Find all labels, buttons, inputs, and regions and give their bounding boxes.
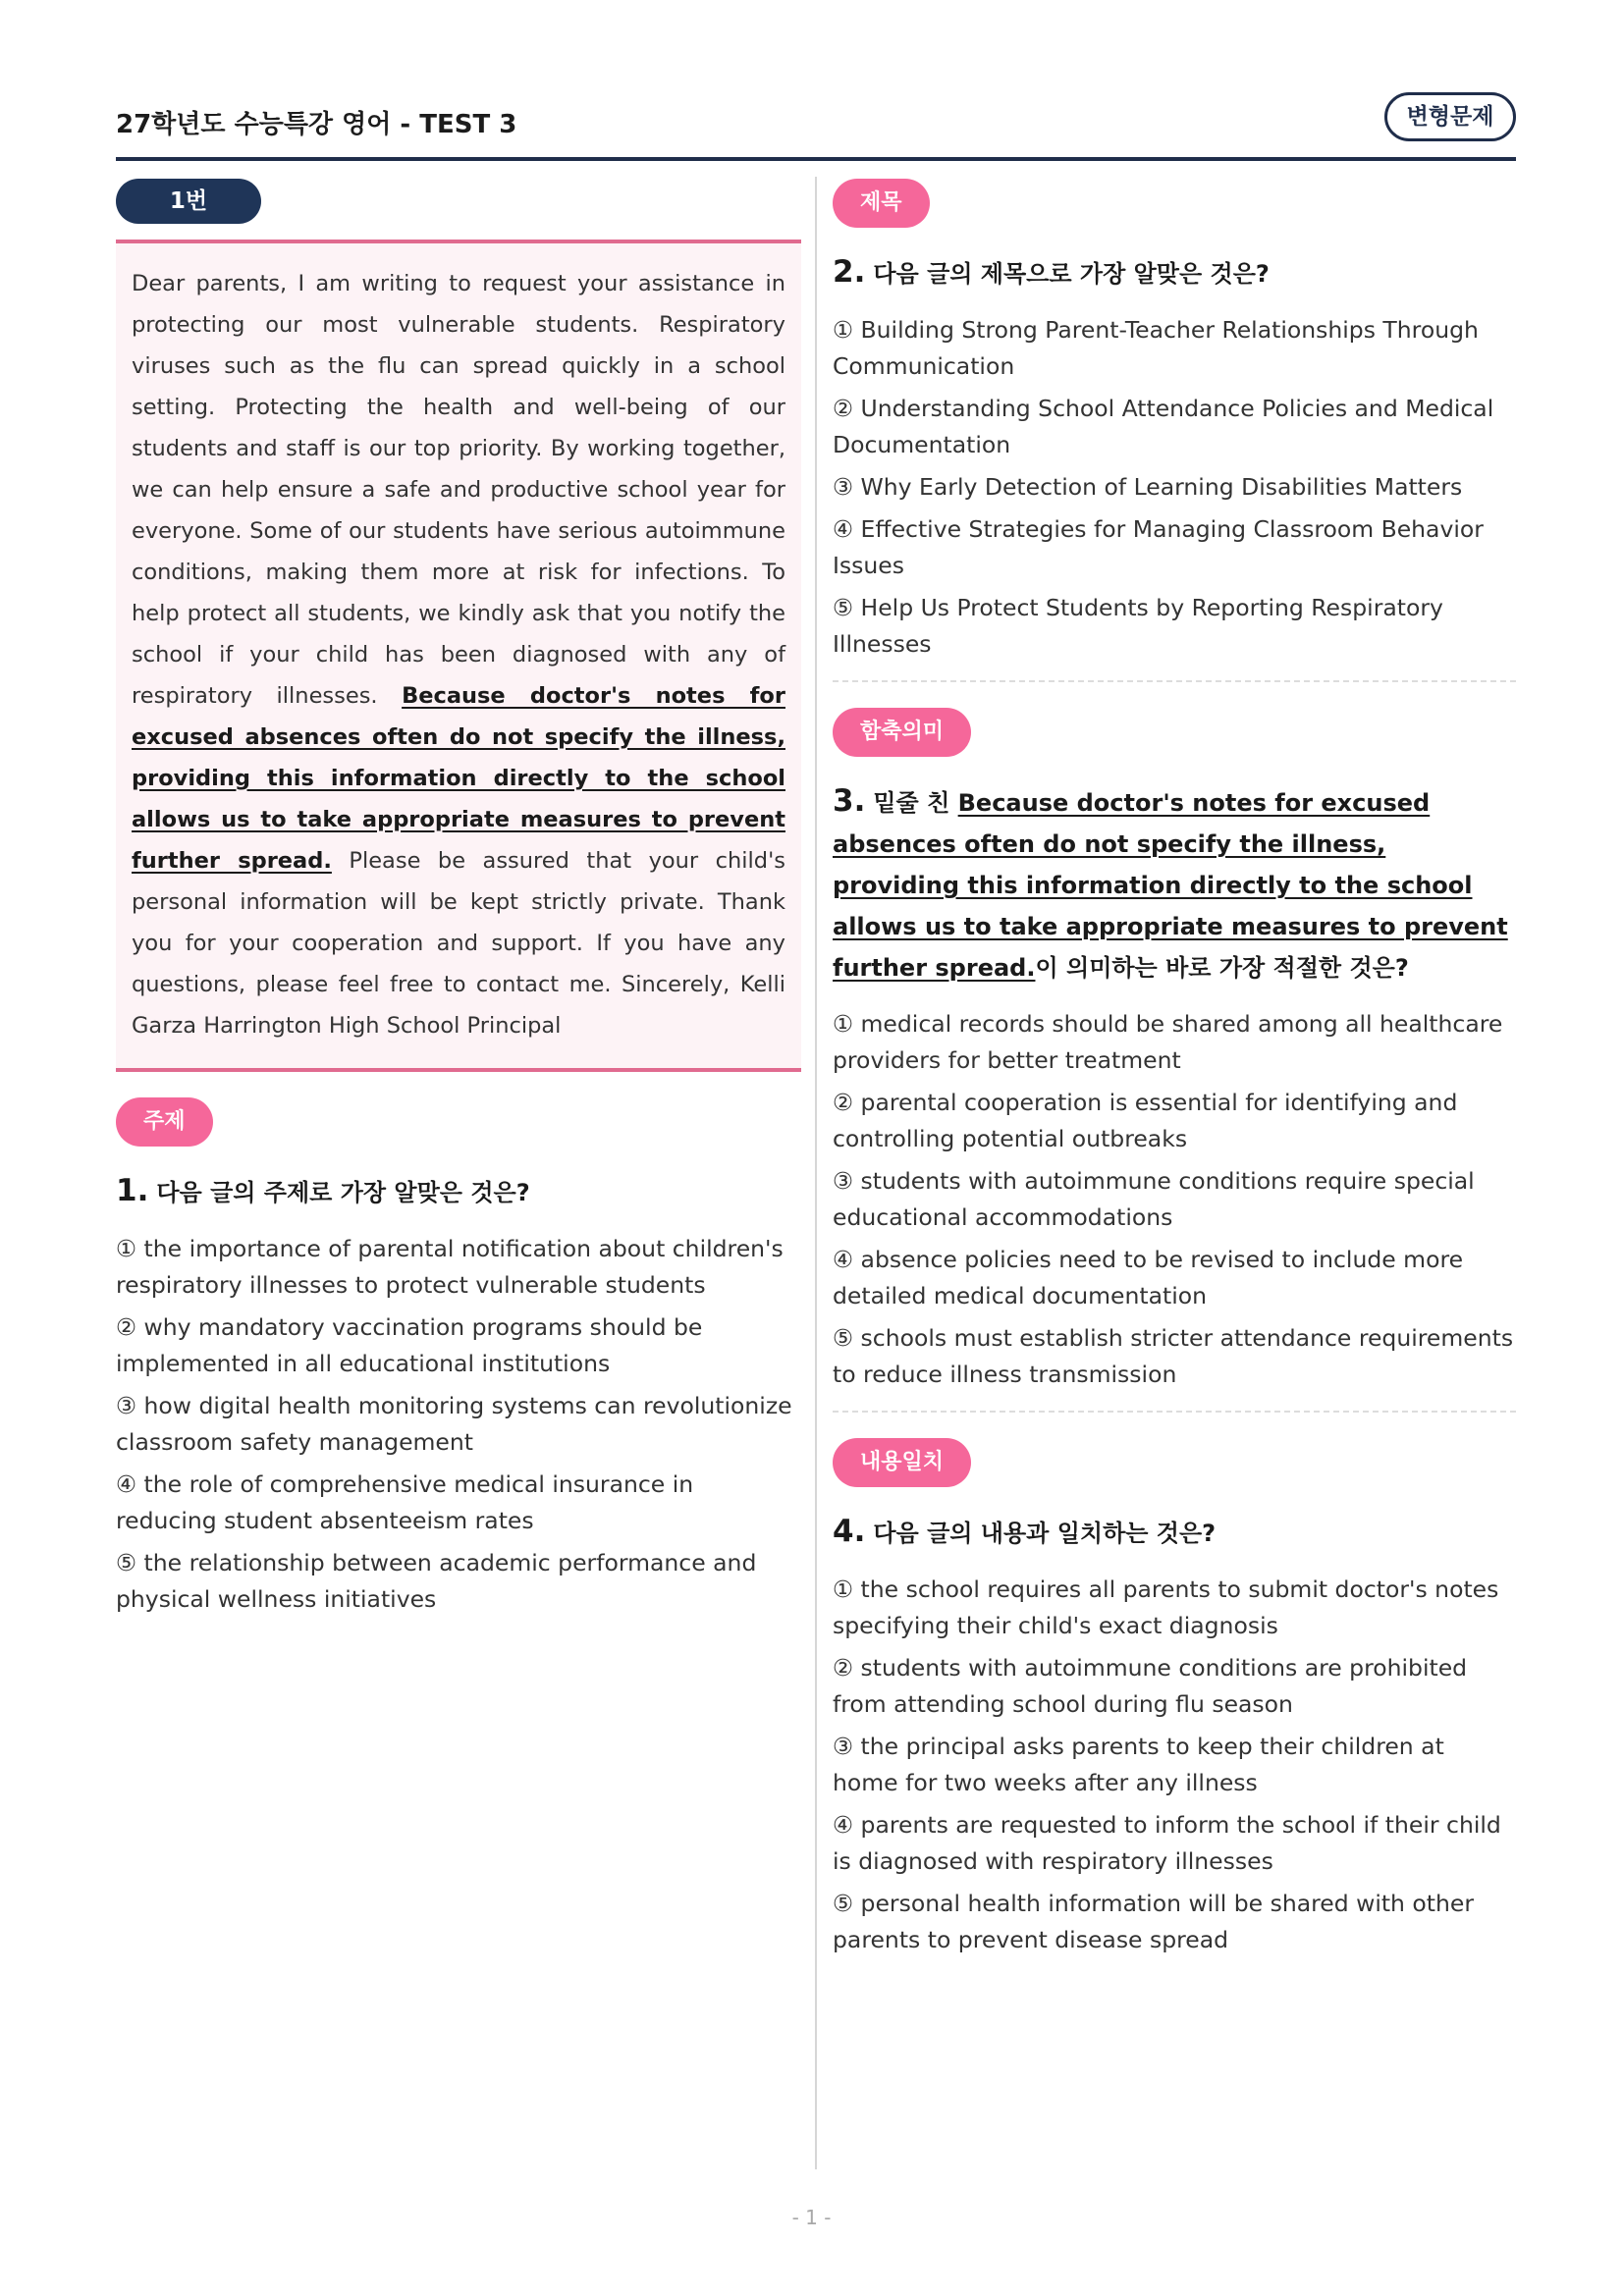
answer-option[interactable]: ⑤ the relationship between academic performance and physical wellness initiatives bbox=[116, 1549, 757, 1613]
question-prompt bbox=[116, 1170, 801, 1213]
question-number: 1. bbox=[116, 1173, 149, 1208]
question-2 bbox=[833, 179, 1516, 682]
answer-options bbox=[833, 1006, 1516, 1393]
question-text: 다음 글의 제목으로 가장 알맞은 것은? bbox=[873, 260, 1270, 288]
answer-options bbox=[833, 312, 1516, 663]
passage-box bbox=[116, 240, 801, 1072]
question-type-tag: 제목 bbox=[833, 179, 930, 228]
question-type-tag: 함축의미 bbox=[833, 708, 971, 757]
answer-option[interactable]: ④ absence policies need to be revised to include more detailed medical documentation bbox=[833, 1246, 1464, 1309]
page-number: - 1 - bbox=[791, 2206, 832, 2229]
answer-option[interactable]: ③ how digital health monitoring systems can revolutionize classroom safety management bbox=[116, 1392, 792, 1456]
answer-option[interactable]: ② Understanding School Attendance Policies and Medical Documentation bbox=[833, 395, 1494, 458]
question-type-tag: 주제 bbox=[116, 1097, 213, 1147]
answer-option[interactable]: ③ students with autoimmune conditions require special educational accommodations bbox=[833, 1167, 1475, 1231]
question-prompt bbox=[833, 1511, 1516, 1554]
question-number: 2. bbox=[833, 254, 866, 290]
answer-option[interactable]: ① the importance of parental notification about children's respiratory illnesses to protect vulnerable students bbox=[116, 1235, 784, 1299]
variant-badge: 변형문제 bbox=[1384, 92, 1516, 141]
question-3 bbox=[833, 708, 1516, 1413]
page-title: 27학년도 수능특강 영어 - TEST 3 bbox=[116, 110, 517, 139]
question-text-prefix: 밑줄 친 bbox=[873, 789, 958, 817]
passage-underlined-sentence: Because doctor's notes for excused absences often do not specify the illness, providing this information directly to the school allows us to take appropriate measures to prevent further spread. bbox=[132, 683, 785, 874]
answer-option[interactable]: ④ Effective Strategies for Managing Classroom Behavior Issues bbox=[833, 515, 1484, 579]
answer-option[interactable]: ① Building Strong Parent-Teacher Relationships Through Communication bbox=[833, 316, 1479, 380]
answer-option[interactable]: ⑤ personal health information will be shared with other parents to prevent disease spread bbox=[833, 1890, 1475, 1953]
passage-text-before: Dear parents, I am writing to request your assistance in protecting our most vulnerable students. Respiratory viruses such as the flu can spread quickly in a school setting. Protecting the health and well-being of our students and staff is our top priority. By working together, we can help ensure a safe and productive school year for everyone. Some of our students have serious autoimmune conditions, making them more at risk for infections. To help protect all students, we kindly ask that you notify the school if your child has been diagnosed with any of respiratory illnesses. bbox=[132, 271, 785, 709]
question-1 bbox=[116, 1097, 801, 1618]
question-prompt bbox=[833, 780, 1516, 988]
answer-option[interactable]: ② parental cooperation is essential for identifying and controlling potential outbreaks bbox=[833, 1089, 1458, 1152]
passage-text-after: Please be assured that your child's personal information will be kept strictly private. Thank you for your cooperation and support. If you have any questions, please feel free to contact me. Sincerely, Kelli Garza Harrington High School Principal bbox=[132, 848, 785, 1039]
column-divider bbox=[815, 177, 817, 2169]
answer-option[interactable]: ① medical records should be shared among all healthcare providers for better treatment bbox=[833, 1010, 1503, 1074]
right-column bbox=[833, 179, 1516, 1964]
section-separator bbox=[833, 680, 1516, 682]
answer-option[interactable]: ③ the principal asks parents to keep their children at home for two weeks after any illness bbox=[833, 1733, 1444, 1796]
answer-options bbox=[833, 1572, 1516, 1958]
question-underlined-sentence: Because doctor's notes for excused absences often do not specify the illness, providing this information directly to the school allows us to take appropriate measures to prevent further spread. bbox=[833, 789, 1508, 982]
question-text: 다음 글의 내용과 일치하는 것은? bbox=[873, 1520, 1217, 1547]
question-number: 3. bbox=[833, 783, 866, 819]
section-separator bbox=[833, 1411, 1516, 1413]
answer-option[interactable]: ④ parents are requested to inform the school if their child is diagnosed with respiratory illnesses bbox=[833, 1811, 1501, 1875]
question-number: 4. bbox=[833, 1514, 866, 1549]
answer-option[interactable]: ⑤ schools must establish stricter attendance requirements to reduce illness transmission bbox=[833, 1324, 1514, 1388]
question-4 bbox=[833, 1438, 1516, 1958]
question-text: 다음 글의 주제로 가장 알맞은 것은? bbox=[156, 1179, 530, 1206]
answer-option[interactable]: ④ the role of comprehensive medical insurance in reducing student absenteeism rates bbox=[116, 1470, 694, 1534]
answer-option[interactable]: ② students with autoimmune conditions are prohibited from attending school during flu season bbox=[833, 1654, 1468, 1718]
answer-option[interactable]: ① the school requires all parents to submit doctor's notes specifying their child's exact diagnosis bbox=[833, 1575, 1499, 1639]
answer-option[interactable]: ③ Why Early Detection of Learning Disabilities Matters bbox=[833, 473, 1463, 501]
question-type-tag: 내용일치 bbox=[833, 1438, 971, 1487]
answer-option[interactable]: ⑤ Help Us Protect Students by Reporting Respiratory Illnesses bbox=[833, 594, 1443, 658]
question-prompt bbox=[833, 251, 1516, 294]
left-column bbox=[116, 179, 801, 1624]
passage-number-label: 1번 bbox=[116, 179, 261, 224]
question-text-suffix: 이 의미하는 바로 가장 적절한 것은? bbox=[1035, 954, 1409, 982]
page-header bbox=[116, 92, 1516, 161]
answer-option[interactable]: ② why mandatory vaccination programs should be implemented in all educational institutions bbox=[116, 1313, 703, 1377]
answer-options bbox=[116, 1231, 801, 1618]
